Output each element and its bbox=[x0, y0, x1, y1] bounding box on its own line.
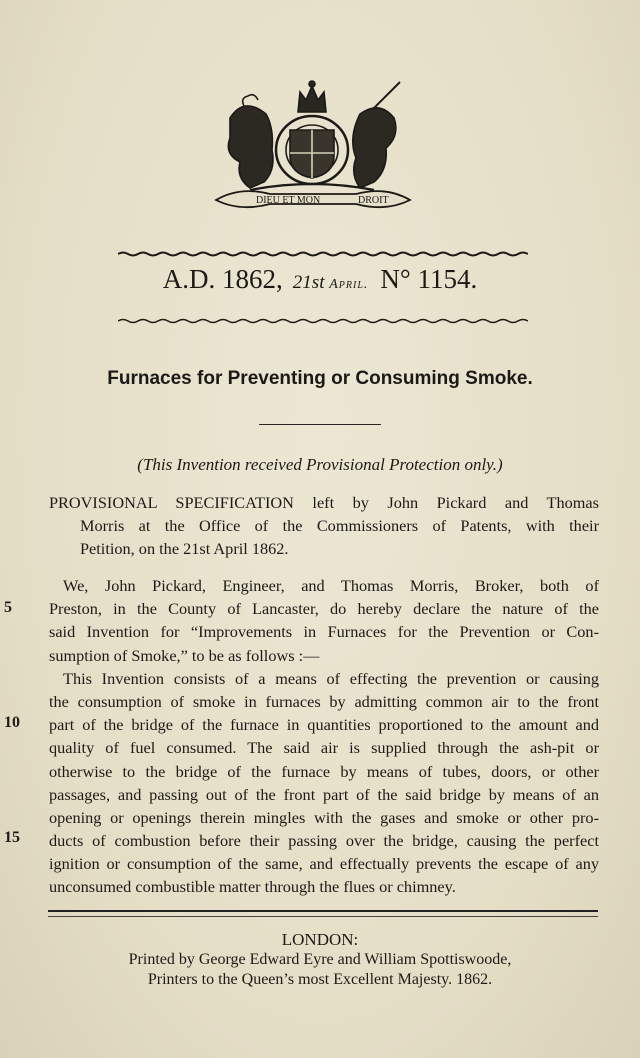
royal-coat-of-arms bbox=[210, 78, 415, 213]
body-line: ignition or consumption of the same, and effectually prevents the escape of any bbox=[49, 854, 599, 874]
ornamental-rule-top bbox=[118, 251, 528, 257]
protection-note bbox=[0, 455, 640, 475]
patent-heading bbox=[0, 264, 640, 295]
printer-imprint bbox=[0, 930, 640, 990]
protection-note-text: (This Invention received Provisional Protection only.) bbox=[137, 455, 503, 474]
patent-day: 21st bbox=[292, 272, 325, 293]
ornamental-rule-bottom bbox=[118, 318, 528, 324]
title-divider bbox=[259, 424, 381, 425]
motto-right-text: DROIT bbox=[358, 195, 389, 206]
body-line: said Invention for “Improvements in Furnaces for the Prevention or Con- bbox=[49, 622, 599, 642]
spec-line: Morris at the Office of the Commissioners of Patents, with their bbox=[80, 516, 599, 536]
footer-divider bbox=[48, 910, 598, 917]
specification-body bbox=[49, 574, 599, 899]
body-line: opening or openings therein mingles with the gases and smoke or other pro- bbox=[49, 807, 599, 827]
body-line: unconsumed combustible matter through the flues or chimney. bbox=[49, 877, 456, 897]
patent-number: N° 1154. bbox=[380, 264, 478, 294]
patent-year: A.D. 1862, bbox=[162, 264, 283, 294]
body-line: Preston, in the County of Lancaster, do hereby declare the nature of the bbox=[49, 599, 599, 619]
body-line: ducts of combustion before their passing over the bridge, causing the perfect bbox=[49, 831, 599, 851]
patent-month: April. bbox=[329, 277, 369, 292]
line-number: 5 bbox=[4, 599, 12, 616]
specification-intro bbox=[49, 491, 599, 561]
body-line: This Invention consists of a means of effecting the prevention or causing bbox=[63, 668, 599, 688]
spec-line: PROVISIONAL SPECIFICATION left by John Pickard and Thomas bbox=[49, 493, 599, 512]
imprint-printed-by: Printed by George Edward Eyre and William Spottiswoode, bbox=[128, 951, 512, 968]
spec-line: Petition, on the 21st April 1862. bbox=[80, 539, 289, 559]
body-line: the consumption of smoke in furnaces by admitting common air to the front bbox=[49, 691, 599, 711]
body-line: quality of fuel consumed. The said air is supplied through the ash-pit or bbox=[49, 738, 599, 758]
imprint-printers: Printers to the Queen’s most Excellent Majesty. 1862. bbox=[147, 971, 493, 988]
body-line: We, John Pickard, Engineer, and Thomas Morris, Broker, both of bbox=[63, 576, 599, 595]
line-number: 10 bbox=[4, 714, 20, 731]
imprint-city: LONDON: bbox=[281, 930, 359, 949]
body-line: passages, and passing out of the front part of the said bridge by means of an bbox=[49, 784, 599, 804]
invention-title: Furnaces for Preventing or Consuming Smoke. bbox=[107, 368, 533, 389]
body-line: sumption of Smoke,” to be as follows :— bbox=[49, 645, 320, 665]
body-line: otherwise to the bridge of the furnace by means of tubes, doors, or other bbox=[49, 761, 599, 781]
patent-date bbox=[293, 272, 369, 293]
motto-left-text: DIEU ET MON bbox=[256, 195, 321, 206]
line-number: 15 bbox=[4, 829, 20, 846]
body-line: part of the bridge of the furnace in quantities proportioned to the amount and bbox=[49, 715, 599, 735]
